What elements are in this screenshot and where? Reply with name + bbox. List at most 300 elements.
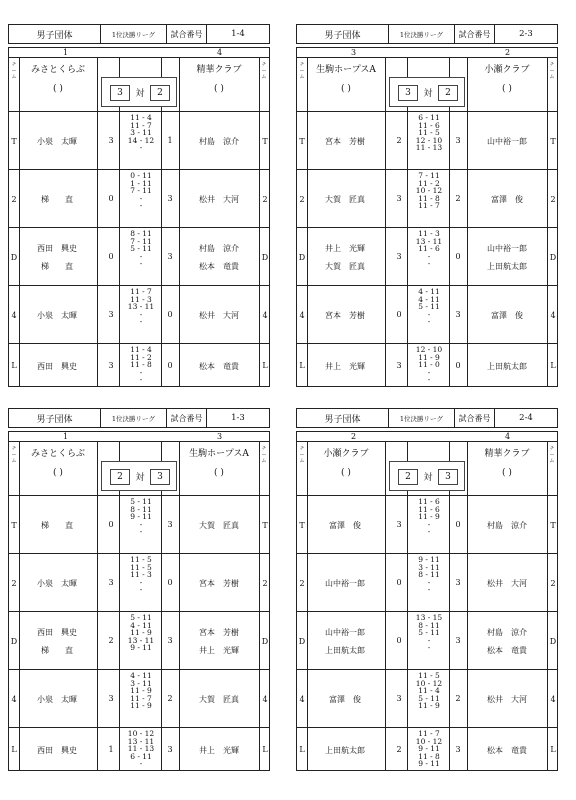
game-score: 11 - 3 [418,229,440,238]
left-points: 0 [108,520,114,529]
left-team-number: 2 [351,432,357,441]
bout-position-left: 2 [11,194,17,204]
left-team-score: 3 [110,85,130,101]
game-score: 11 - 3 [130,294,152,304]
right-team-score: 2 [150,85,170,101]
bout-position-right: 4 [262,310,268,320]
left-team-paren: ( ) [341,468,351,478]
bout-position-left: D [10,252,18,262]
game-score: - [427,585,431,595]
left-player-name: 西田 興史 [37,361,77,371]
game-score: 1 - 11 [130,178,152,188]
game-score: 10 - 12 [415,678,443,688]
game-scores [409,230,449,268]
game-score: 10 - 12 [127,729,155,738]
game-score: 0 - 11 [130,171,152,180]
left-points: 3 [108,694,114,703]
game-score: - [427,519,431,529]
left-points: 3 [396,694,402,703]
sheet-body [8,47,270,387]
sheet-header [8,24,270,44]
right-points: 3 [455,636,461,645]
bout-row [9,611,269,670]
bout-row [297,343,557,387]
game-score: 8 - 11 [418,620,440,630]
event-name: 男子団体 [9,25,101,43]
bout-position-right: D [549,252,557,262]
sheet-body [296,431,558,771]
vs-label: 対 [423,473,433,483]
left-player-name: 上田航太郎 [325,646,365,655]
bout-position-right: L [550,361,556,370]
bout-position-left: D [10,636,18,646]
game-score: 12 - 10 [415,135,443,145]
left-player-name: 富澤 俊 [329,521,361,530]
game-score: 11 - 9 [418,701,440,711]
right-player-name: 井上 光輝 [199,745,239,755]
bout-position-left: T [11,520,17,530]
game-score: - [139,585,143,595]
score-sheet [296,408,558,771]
left-team-number: 3 [351,48,357,57]
sheet-header [296,24,558,44]
left-player-name: 西田 興史 [37,244,77,253]
game-scores [121,172,161,210]
bout-position-right: L [262,361,268,370]
bout-position-right: 2 [550,194,556,204]
game-score: 9 - 11 [130,643,152,653]
left-team-paren: ( ) [341,84,351,94]
game-score: - [139,527,143,537]
team-score-box [101,461,177,491]
game-score: 10 - 12 [415,736,443,746]
left-points: 3 [396,360,402,370]
game-score: - [139,577,143,587]
match-number: 2-3 [519,29,533,39]
bout-row [297,495,557,554]
game-score: 3 - 11 [130,678,152,688]
game-score: 13 - 11 [127,635,155,645]
game-score: 13 - 11 [127,736,155,746]
bout-position-left: L [299,361,305,370]
left-player-name: 小泉 太暉 [37,695,77,704]
bout-position-right: 2 [262,194,268,204]
game-score: 11 - 2 [130,352,152,362]
match-number-label: 試合番号 [167,409,207,427]
bout-position-right: L [262,745,268,754]
game-score: 5 - 11 [130,497,152,506]
league-name: 1位決勝リーグ [101,409,167,427]
left-player-name: 大賀 匠真 [325,262,365,271]
bout-row [297,553,557,612]
bout-position-right: 2 [262,578,268,588]
left-points: 0 [396,578,402,587]
right-player-name: 富澤 俊 [491,195,523,204]
left-player-name: 西田 興史 [37,745,77,755]
bout-row [297,285,557,344]
right-player-name: 松本 竜貴 [487,646,527,655]
bout-row [9,669,269,728]
match-number-label: 試合番号 [455,409,495,427]
right-points: 2 [167,694,173,703]
game-score: 10 - 12 [415,186,443,196]
left-player-name: 山中裕一郎 [325,579,365,588]
game-score: 4 - 11 [418,287,440,296]
team-score-box [389,461,465,491]
right-player-name: 松井 大河 [487,579,527,588]
team-number-row [297,432,557,442]
game-score: 11 - 6 [418,244,440,254]
game-score: 12 - 10 [415,345,443,354]
bout-row [297,611,557,670]
vs-label: 対 [135,89,145,99]
right-team-name: 精華クラブ [196,65,242,75]
league-name: 1位決勝リーグ [389,25,455,43]
right-player-name: 大賀 匠真 [199,695,239,704]
event-name: 男子団体 [297,25,389,43]
left-player-name: 富澤 俊 [329,695,361,704]
bout-row [9,343,269,387]
left-points: 3 [396,520,402,529]
sheet-body [296,47,558,387]
bout-row [297,111,557,170]
bout-position-left: 4 [11,694,17,704]
team-score-box [101,77,177,107]
bout-position-left: D [298,252,306,262]
game-score: - [427,635,431,645]
right-points: 1 [167,136,173,145]
game-score: 11 - 0 [418,360,440,370]
game-score: - [427,375,431,385]
left-player-name: 井上 光輝 [325,361,365,371]
right-player-name: 上田航太郎 [487,262,527,271]
left-player-name: 小泉 太暉 [37,137,77,146]
bout-row [9,169,269,228]
left-points: 3 [396,252,402,261]
game-scores [409,556,449,594]
left-team-score: 3 [398,85,418,101]
right-team-name: 小瀬クラブ [484,65,530,75]
bout-position-right: 2 [550,578,556,588]
right-player-name: 松井 大河 [487,695,527,704]
bout-row [297,227,557,286]
left-player-name: 西田 興史 [37,628,77,637]
game-score: - [427,643,431,653]
sheet-body [8,431,270,771]
game-score: 5 - 11 [418,693,440,703]
team-label-left: チーム [11,62,17,80]
right-points: 2 [455,694,461,703]
game-score: - [139,201,143,211]
bout-position-right: T [262,136,268,146]
left-player-name: 山中裕一郎 [325,628,365,637]
right-player-name: 松本 竜貴 [199,361,239,371]
right-points: 3 [455,578,461,587]
bout-row [9,285,269,344]
team-number-row [297,48,557,58]
game-score: - [427,317,431,327]
left-player-name: 梯 直 [41,521,73,530]
right-player-name: 松井 大河 [199,195,239,204]
game-score: 5 - 11 [130,244,152,254]
left-points: 2 [108,636,114,645]
game-score: 11 - 5 [418,128,440,138]
game-score: 5 - 11 [130,613,152,622]
event-name: 男子団体 [9,409,101,427]
left-points: 2 [396,136,402,145]
left-player-name: 梯 直 [41,262,73,271]
right-player-name: 富澤 俊 [491,311,523,320]
league-name: 1位決勝リーグ [101,25,167,43]
game-score: 5 - 11 [418,628,440,638]
right-player-name: 村島 涼介 [487,521,527,530]
right-player-name: 村島 涼介 [199,244,239,253]
left-points: 2 [396,744,402,754]
right-team-number: 2 [505,48,511,57]
left-player-name: 梯 直 [41,195,73,204]
game-scores [121,614,161,652]
left-player-name: 宮本 芳樹 [325,311,365,320]
game-score: 9 - 11 [130,512,152,522]
game-score: 5 - 11 [418,302,440,312]
left-points: 3 [108,578,114,587]
game-score: 4 - 11 [130,620,152,630]
game-scores [409,498,449,536]
right-points: 0 [455,252,461,261]
left-points: 3 [396,194,402,203]
game-score: 9 - 11 [418,555,440,564]
game-scores [121,672,161,710]
game-score: 8 - 11 [418,570,440,580]
game-score: - [139,317,143,327]
game-score: - [139,519,143,529]
game-scores [121,498,161,536]
bout-position-right: L [550,745,556,754]
right-team-number: 3 [217,432,223,441]
game-score: 11 - 8 [130,360,152,370]
bout-position-left: L [11,361,17,370]
right-team-number: 4 [505,432,511,441]
left-points: 0 [396,636,402,645]
left-team-number: 1 [63,48,69,57]
bout-position-left: D [298,636,306,646]
right-player-name: 山中裕一郎 [487,137,527,146]
game-scores [121,114,161,152]
right-points: 3 [455,310,461,319]
left-player-name: 宮本 芳樹 [325,137,365,146]
right-player-name: 宮本 芳樹 [199,628,239,637]
game-score: 11 - 9 [418,352,440,362]
game-score: 11 - 13 [415,143,443,153]
game-scores [409,614,449,652]
left-player-name: 井上 光輝 [325,244,365,253]
game-scores [121,556,161,594]
vs-label: 対 [423,89,433,99]
game-scores [409,288,449,326]
right-player-name: 山中裕一郎 [487,244,527,253]
game-score: 4 - 11 [418,294,440,304]
game-score: - [139,259,143,269]
right-points: 3 [167,636,173,645]
bout-position-left: T [299,520,305,530]
game-score: 4 - 11 [130,671,152,680]
game-score: 11 - 7 [418,201,440,211]
game-score: 13 - 15 [415,613,443,622]
score-sheet [8,408,270,771]
left-team-score: 2 [398,469,418,485]
game-score: 7 - 11 [130,236,152,246]
left-team-name: 小瀬クラブ [323,449,369,459]
left-team-name: 生駒ホープスA [316,65,376,75]
bout-row [297,169,557,228]
right-player-name: 松本 竜貴 [199,262,239,271]
match-number: 1-4 [231,29,245,39]
game-scores [121,288,161,326]
left-points: 0 [108,252,114,261]
game-scores [409,346,449,384]
score-sheet [8,24,270,387]
match-number: 2-4 [519,413,533,423]
right-points: 0 [167,360,173,370]
game-score: 11 - 4 [130,345,152,354]
right-team-name: 生駒ホープスA [189,449,249,459]
game-scores [409,730,449,768]
right-player-name: 村島 涼介 [487,628,527,637]
bout-position-left: T [299,136,305,146]
event-name: 男子団体 [297,409,389,427]
team-label-right: チーム [261,446,267,464]
game-score: - [427,527,431,537]
left-team-paren: ( ) [53,468,63,478]
bout-position-left: 2 [11,578,17,588]
game-score: 6 - 11 [418,113,440,122]
game-score: - [139,759,143,769]
game-score: 8 - 11 [130,504,152,514]
team-label-left: チーム [299,62,305,80]
game-scores [121,346,161,384]
right-player-name: 宮本 芳樹 [199,579,239,588]
game-score: 6 - 11 [130,751,152,761]
bout-position-left: 4 [299,310,305,320]
game-score: 11 - 13 [127,744,155,754]
right-points: 0 [167,578,173,587]
game-score: 11 - 4 [418,686,440,696]
bout-row [9,727,269,771]
game-score: - [139,251,143,261]
right-points: 2 [455,194,461,203]
right-player-name: 松本 竜貴 [487,745,527,755]
bout-row [9,553,269,612]
right-team-paren: ( ) [214,468,224,478]
game-score: - [139,143,143,153]
game-score: 11 - 5 [418,671,440,680]
bout-position-right: D [549,636,557,646]
game-score: 13 - 11 [127,302,155,312]
match-number-label: 試合番号 [167,25,207,43]
game-score: 7 - 11 [418,171,440,180]
bout-position-left: 4 [299,694,305,704]
game-score: 11 - 7 [418,729,440,738]
right-points: 3 [167,520,173,529]
bout-position-right: 4 [262,694,268,704]
bout-position-left: L [299,745,305,754]
game-scores [409,172,449,210]
team-number-row [9,432,269,442]
game-score: 8 - 11 [130,229,152,238]
game-score: 11 - 5 [130,555,152,564]
bout-row [9,111,269,170]
team-number-row [9,48,269,58]
bout-position-right: D [261,252,269,262]
right-points: 3 [455,136,461,145]
right-points: 3 [167,744,173,754]
bout-row [9,495,269,554]
right-player-name: 井上 光輝 [199,646,239,655]
right-team-score: 3 [438,469,458,485]
sheet-header [8,408,270,428]
game-score: 11 - 7 [130,120,152,130]
team-label-right: チーム [261,62,267,80]
right-player-name: 上田航太郎 [487,361,527,371]
bout-row [297,727,557,771]
score-sheet [296,24,558,387]
game-score: 9 - 11 [418,759,440,769]
game-score: 13 - 11 [415,236,443,246]
game-scores [409,672,449,710]
left-player-name: 小泉 太暉 [37,311,77,320]
game-score: 3 - 11 [130,128,152,138]
left-points: 3 [108,360,114,370]
right-team-paren: ( ) [502,84,512,94]
left-player-name: 上田航太郎 [325,745,365,755]
right-points: 3 [167,194,173,203]
game-score: 11 - 2 [418,178,440,188]
match-number-label: 試合番号 [455,25,495,43]
team-label-right: チーム [549,62,555,80]
league-name: 1位決勝リーグ [389,409,455,427]
game-scores [121,730,161,768]
game-score: - [139,367,143,377]
bout-position-right: T [550,520,556,530]
right-team-score: 3 [150,469,170,485]
bout-position-right: 4 [550,310,556,320]
left-team-score: 2 [110,469,130,485]
game-score: 7 - 11 [130,186,152,196]
game-score: 11 - 7 [130,693,152,703]
game-score: 11 - 7 [130,287,152,296]
game-score: 11 - 9 [130,686,152,696]
left-player-name: 梯 直 [41,646,73,655]
bout-position-left: 2 [299,578,305,588]
right-points: 0 [455,520,461,529]
game-score: 11 - 9 [130,628,152,638]
bout-position-right: 4 [550,694,556,704]
left-points: 3 [108,136,114,145]
game-score: 11 - 8 [418,751,440,761]
game-score: - [427,577,431,587]
game-score: - [139,375,143,385]
right-team-paren: ( ) [214,84,224,94]
right-team-score: 2 [438,85,458,101]
game-score: 11 - 9 [130,701,152,711]
game-score: 11 - 4 [130,113,152,122]
right-player-name: 村島 涼介 [199,137,239,146]
game-score: 11 - 6 [418,504,440,514]
game-scores [409,114,449,152]
bout-position-left: 2 [299,194,305,204]
team-label-left: チーム [299,446,305,464]
right-points: 3 [455,744,461,754]
